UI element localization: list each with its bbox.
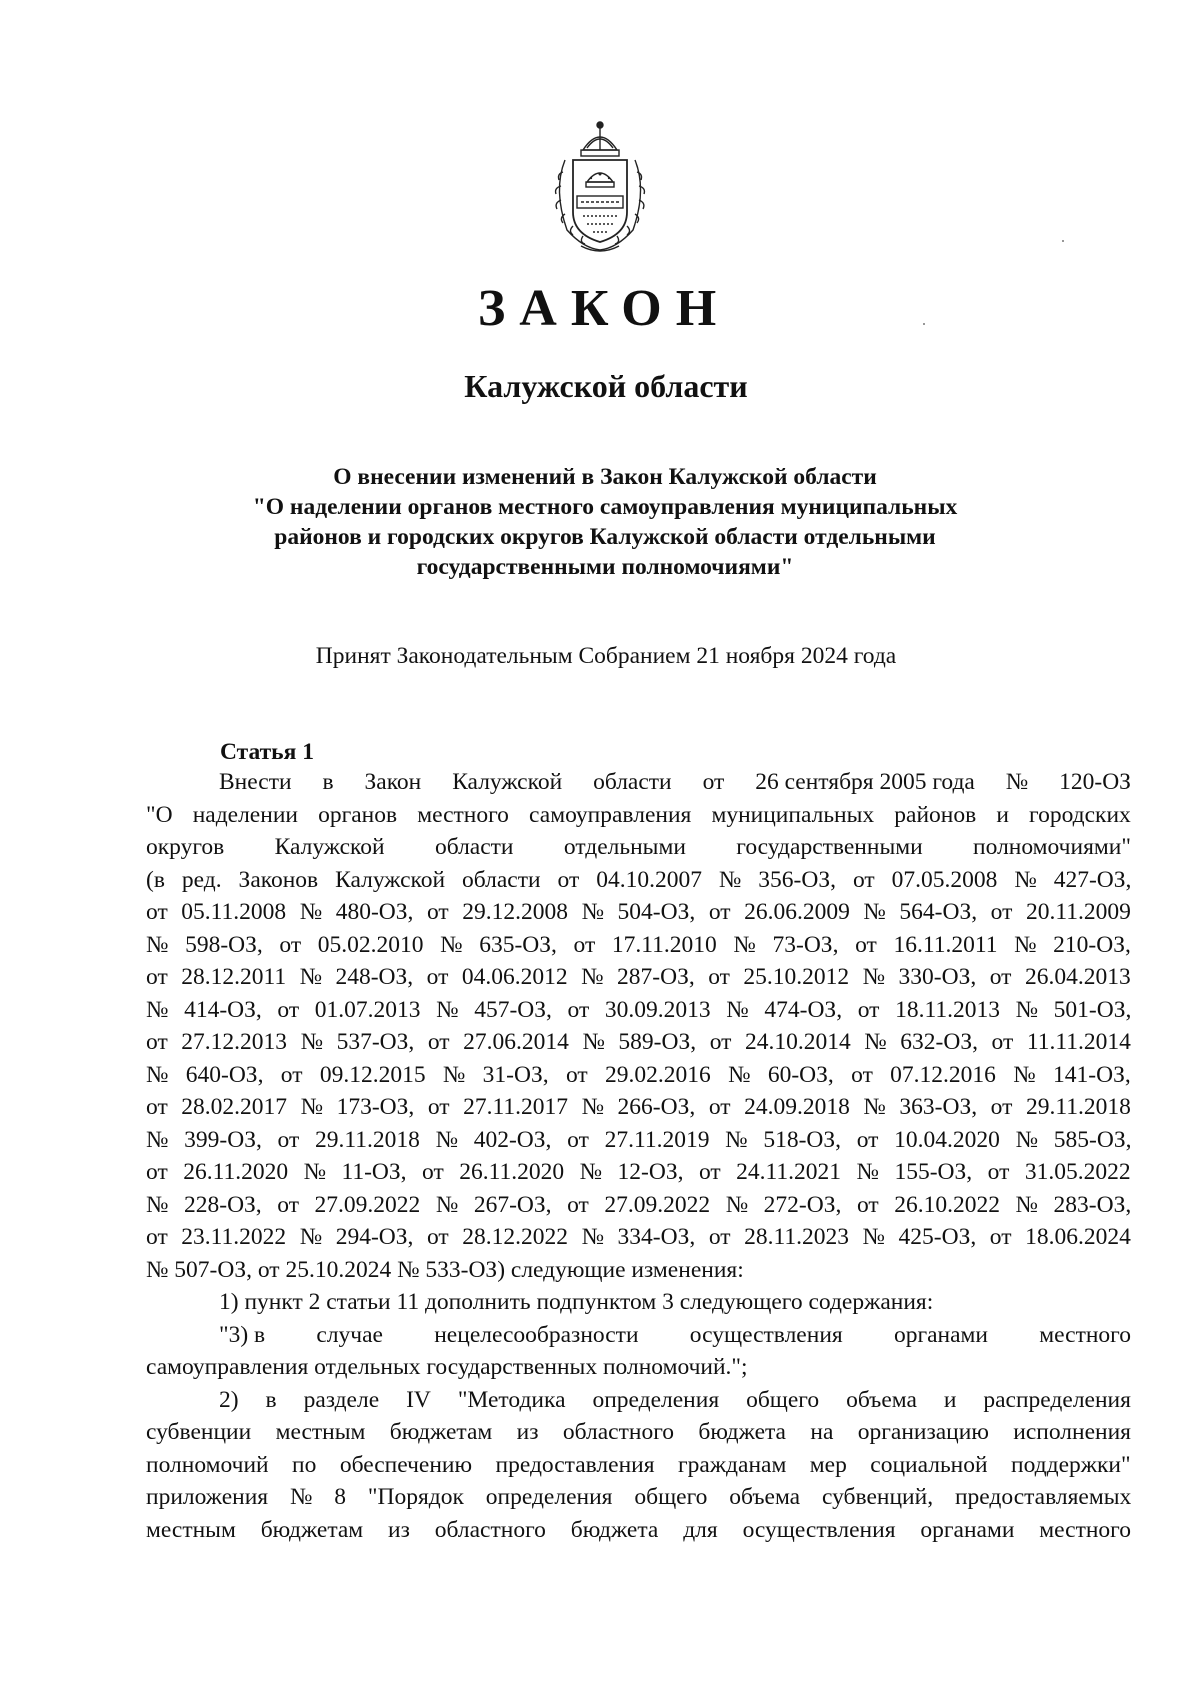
article-line bbox=[146, 1026, 1131, 1059]
article-text: Внести bbox=[219, 769, 292, 795]
article-text: "О наделении органов местного самоуправления муниципальных районов и городских bbox=[146, 801, 1131, 828]
article-text: 26 сентября 2005 года bbox=[755, 769, 975, 795]
article-line bbox=[146, 1319, 1131, 1352]
article-text: № 598-ОЗ, от 05.02.2010 № 635-ОЗ, от 17.11.2010 № 73-ОЗ, от 16.11.2011 № 210-ОЗ, bbox=[146, 931, 1131, 958]
article-text: распределения bbox=[983, 1386, 1131, 1413]
article-text: общего bbox=[746, 1386, 820, 1413]
article-text: 2) bbox=[219, 1386, 239, 1413]
article-text: государственными bbox=[736, 834, 923, 860]
article-text: местным bbox=[146, 1516, 236, 1543]
article-text: разделе bbox=[303, 1386, 380, 1413]
article-text: № 399-ОЗ, от 29.11.2018 № 402-ОЗ, от 27.11.2019 № 518-ОЗ, от 10.04.2020 № 585-ОЗ, bbox=[146, 1126, 1132, 1153]
article-text: бюджетам bbox=[260, 1516, 364, 1543]
article-text: объема bbox=[846, 1386, 917, 1413]
document-title: ЗАКОН bbox=[477, 280, 731, 337]
heading-line: государственными полномочиями" bbox=[416, 554, 794, 580]
article-text: от 05.11.2008 № 480-ОЗ, от 29.12.2008 № 504-ОЗ, от 26.06.2009 № 564-ОЗ, от 20.11.2009 bbox=[146, 899, 1131, 925]
article-text: бюджета bbox=[570, 1516, 659, 1543]
scan-speck bbox=[1062, 240, 1064, 242]
article-text: субвенции местным бюджетам из областного бюджета на организацию исполнения bbox=[146, 1419, 1131, 1445]
article-text: местного bbox=[1039, 1516, 1131, 1543]
article-text: № bbox=[1005, 769, 1029, 795]
article-text: из bbox=[388, 1516, 410, 1543]
article-title: Статья 1 bbox=[220, 739, 314, 765]
adoption-date-line: Принят Законодательным Собранием 21 ноября 2024 года bbox=[315, 643, 897, 669]
article-text: от 27.12.2013 № 537-ОЗ, от 27.06.2014 № 589-ОЗ, от 24.10.2014 № 632-ОЗ, от 11.11.2014 bbox=[146, 1029, 1131, 1055]
heading-line: районов и городских округов Калужской области отдельными bbox=[274, 524, 936, 550]
article-text: округов bbox=[146, 834, 225, 860]
coat-of-arms-emblem-icon bbox=[543, 120, 657, 256]
article-text: от 28.02.2017 № 173-ОЗ, от 27.11.2017 № 266-ОЗ, от 24.09.2018 № 363-ОЗ, от 29.11.2018 bbox=[146, 1094, 1131, 1120]
document-region: Калужской области bbox=[464, 368, 748, 404]
article-body bbox=[146, 766, 1131, 1546]
article-text: от 26.11.2020 № 11-ОЗ, от 26.11.2020 № 12-ОЗ, от 24.11.2021 № 155-ОЗ, от 31.05.2022 bbox=[146, 1159, 1131, 1185]
article-line bbox=[146, 1416, 1131, 1449]
article-line bbox=[146, 1514, 1131, 1547]
article-text: полномочий по обеспечению предоставления гражданам мер социальной поддержки" bbox=[146, 1451, 1131, 1478]
article-text: области bbox=[434, 834, 514, 860]
scan-speck bbox=[923, 323, 925, 325]
article-text: органами bbox=[920, 1516, 1015, 1543]
article-text: № 414-ОЗ, от 01.07.2013 № 457-ОЗ, от 30.09.2013 № 474-ОЗ, от 18.11.2013 № 501-ОЗ, bbox=[146, 996, 1132, 1023]
article-text: в bbox=[322, 769, 334, 795]
article-text: области bbox=[593, 769, 672, 795]
article-line bbox=[146, 799, 1131, 832]
article-text: определения bbox=[592, 1386, 720, 1413]
article-line bbox=[146, 1091, 1131, 1124]
article-text: полномочиями" bbox=[973, 834, 1131, 860]
article-line bbox=[146, 1189, 1131, 1222]
article-text: самоуправления отдельных государственных полномочий."; bbox=[146, 1354, 748, 1380]
article-line bbox=[146, 1449, 1131, 1482]
article-line bbox=[146, 766, 1131, 799]
article-text: Закон bbox=[364, 769, 422, 795]
article-line bbox=[146, 1254, 1131, 1287]
article-line bbox=[146, 1156, 1131, 1189]
article-text: "3) в bbox=[219, 1321, 266, 1348]
article-line bbox=[146, 1481, 1131, 1514]
article-line bbox=[146, 961, 1131, 994]
article-text: приложения № 8 "Порядок определения общего объема субвенций, предоставляемых bbox=[146, 1484, 1132, 1510]
article-text: 1) пункт 2 статьи 11 дополнить подпунктом 3 следующего содержания: bbox=[219, 1289, 934, 1315]
article-text: IV bbox=[406, 1386, 431, 1413]
article-text: органами bbox=[893, 1321, 988, 1348]
article-text: местного bbox=[1039, 1321, 1131, 1348]
article-line bbox=[146, 1384, 1131, 1417]
article-line bbox=[146, 929, 1131, 962]
article-line bbox=[146, 994, 1131, 1027]
article-line bbox=[146, 1221, 1131, 1254]
article-text: от bbox=[702, 769, 725, 795]
article-text: № 507-ОЗ, от 25.10.2024 № 533-ОЗ) следующие изменения: bbox=[146, 1256, 744, 1283]
article-text: нецелесообразности bbox=[434, 1321, 639, 1348]
article-line bbox=[146, 1059, 1131, 1092]
heading-line: О внесении изменений в Закон Калужской области bbox=[333, 464, 877, 490]
article-text: для bbox=[683, 1516, 718, 1543]
heading-line: "О наделении органов местного самоуправления муниципальных bbox=[252, 494, 958, 520]
article-text: 120-ОЗ bbox=[1059, 769, 1131, 795]
article-text: № 228-ОЗ, от 27.09.2022 № 267-ОЗ, от 27.09.2022 № 272-ОЗ, от 26.10.2022 № 283-ОЗ, bbox=[146, 1191, 1132, 1218]
article-line bbox=[146, 1286, 1131, 1319]
article-text: осуществления bbox=[742, 1516, 896, 1543]
article-text: в bbox=[265, 1386, 277, 1413]
article-text: от 28.12.2011 № 248-ОЗ, от 04.06.2012 № 287-ОЗ, от 25.10.2012 № 330-ОЗ, от 26.04.2013 bbox=[146, 964, 1131, 990]
article-text: № 640-ОЗ, от 09.12.2015 № 31-ОЗ, от 29.02.2016 № 60-ОЗ, от 07.12.2016 № 141-ОЗ, bbox=[146, 1061, 1131, 1088]
article-text: "Методика bbox=[457, 1386, 566, 1413]
article-text: отдельными bbox=[563, 834, 686, 860]
article-text: от 23.11.2022 № 294-ОЗ, от 28.12.2022 № 334-ОЗ, от 28.11.2023 № 425-ОЗ, от 18.06.2024 bbox=[146, 1224, 1131, 1250]
article-text: Калужской bbox=[274, 834, 385, 860]
article-text: осуществления bbox=[689, 1321, 843, 1348]
article-text: и bbox=[943, 1386, 957, 1413]
article-line bbox=[146, 831, 1131, 864]
article-line bbox=[146, 1351, 1131, 1384]
law-heading bbox=[0, 462, 1200, 582]
article-line bbox=[146, 896, 1131, 929]
article-line bbox=[146, 1124, 1131, 1157]
article-text: областного bbox=[434, 1516, 546, 1543]
article-text: (в ред. Законов Калужской области от 04.10.2007 № 356-ОЗ, от 07.05.2008 № 427-ОЗ, bbox=[146, 866, 1132, 893]
article-line bbox=[146, 864, 1131, 897]
article-text: случае bbox=[316, 1321, 383, 1348]
article-text: Калужской bbox=[452, 769, 563, 795]
